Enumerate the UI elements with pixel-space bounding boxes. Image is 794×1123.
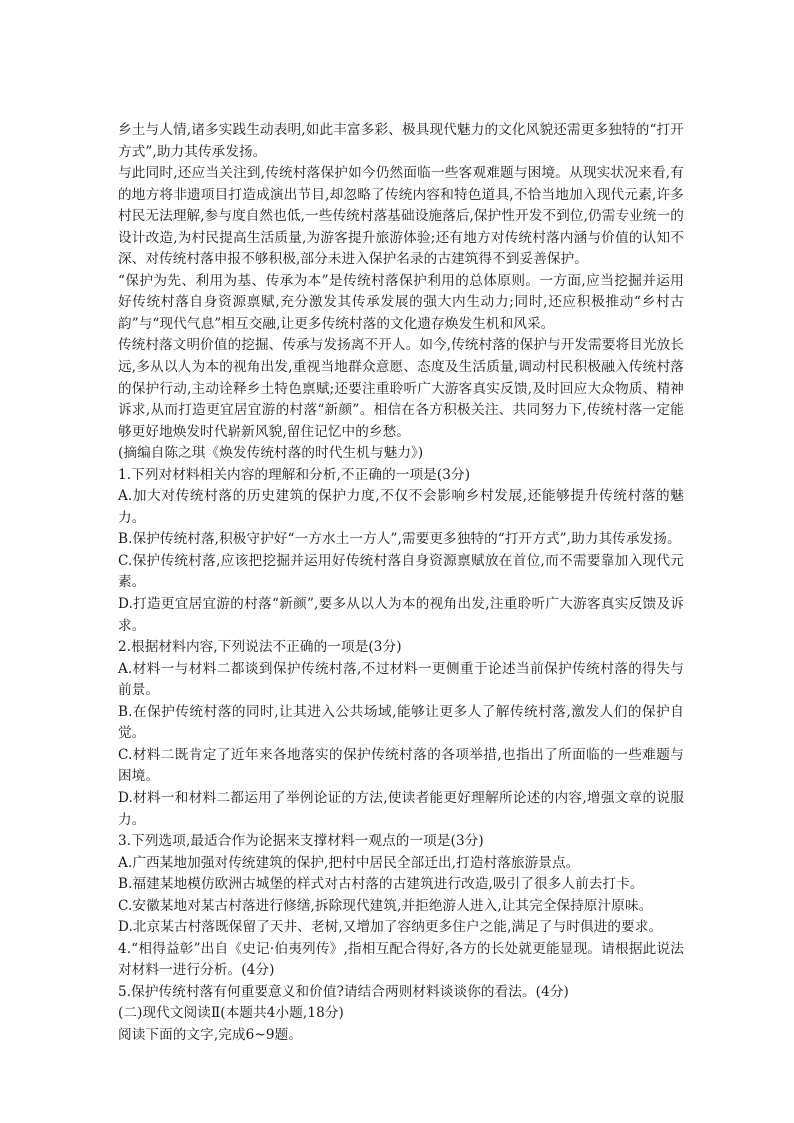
text-paragraph: 传统村落文明价值的挖掘、传承与发扬离不开人。如今,传统村落的保护与开发需要将目光放长远,多从以人为本的视角出发,重视当地群众意愿、态度及生活质量,调动村民积极融入传统村落的保护行动,主动诠释乡土特色禀赋;还要注重聆听广大游客真实反馈,及时回应大众物质、精神诉求,从而打造更宜居宜游的村落“新颜”。相信在各方积极关注、共同努力下,传统村落一定能够更好地焕发时代崭新风貌,留住记忆中的乡愁。 [118,337,684,440]
text-paragraph: 与此同时,还应当关注到,传统村落保护如今仍然面临一些客观难题与困境。从现实状况来看,有的地方将非遗项目打造成演出节目,却忽略了传统内容和特色道具,不恰当地加入现代元素,许多村民无法理解,参与度自然也低,一些传统村落基础设施落后,保护性开发不到位,仍需专业统一的设计改造,为村民提高生活质量,为游客提升旅游体验;还有地方对传统村落内涵与价值的认知不深、对传统村落申报不够积极,部分未进入保护名录的古建筑得不到妥善保护。 [118,165,684,268]
question-2-option-c: C.材料二既肯定了近年来各地落实的保护传统村落的各项举措,也指出了所面临的一些难题与困境。 [118,746,684,785]
question-1-option-c: C.保护传统村落,应该把挖掘并运用好传统村落自身资源禀赋放在首位,而不需要靠加入现代元素。 [118,552,684,591]
question-3: 3.下列选项,最适合作为论据来支撑材料一观点的一项是(3分) [118,833,484,850]
source-citation: (摘编自陈之琪《焕发传统村落的时代生机与魅力》) [118,445,424,462]
question-3-option-d: D.北京某古村落既保留了天井、老树,又增加了容纳更多住户之能,满足了与时俱进的要求。 [118,919,663,936]
text-paragraph: “保护为先、利用为基、传承为本”是传统村落保护利用的总体原则。一方面,应当挖掘并运用好传统村落自身资源禀赋,充分激发其传承发展的强大内生动力;同时,还应积极推动“乡村古韵”与“现代气息”相互交融,让更多传统村落的文化遗存焕发生机和风采。 [118,272,684,332]
text-paragraph: 乡土与人情,诸多实践生动表明,如此丰富多彩、极具现代魅力的文化风貌还需更多独特的“打开方式”,助力其传承发扬。 [118,122,684,160]
reading-instruction: 阅读下面的文字,完成6~9题。 [118,1026,303,1043]
question-1-option-a: A.加大对传统村落的历史建筑的保护力度,不仅不会影响乡村发展,还能够提升传统村落的魅力。 [118,488,684,526]
question-3-option-c: C.安徽某地对某古村落进行修缮,拆除现代建筑,并拒绝游人进入,让其完全保持原汁原味。 [118,897,653,914]
question-2: 2.根据材料内容,下列说法不正确的一项是(3分) [118,639,402,656]
question-2-option-a: A.材料一与材料二都谈到保护传统村落,不过材料一更侧重于论述当前保护传统村落的得失与前景。 [118,660,684,699]
question-3-option-a: A.广西某地加强对传统建筑的保护,把村中居民全部迁出,打造村落旅游景点。 [118,854,580,871]
question-5: 5.保护传统村落有何重要意义和价值?请结合两则材料谈谈你的看法。(4分) [118,983,569,1000]
question-2-option-d: D.材料一和材料二都运用了举例论证的方法,使读者能更好理解所论述的内容,增强文章的说服力。 [118,789,684,828]
question-2-option-b: B.在保护传统村落的同时,让其进入公共场域,能够让更多人了解传统村落,激发人们的保护自觉。 [118,703,684,742]
exam-page [118,120,684,1047]
question-1: 1.下列对材料相关内容的理解和分析,不正确的一项是(3分) [118,466,471,483]
question-1-option-b: B.保护传统村落,积极守护好“一方水土一方人”,需要更多独特的“打开方式”,助力其传承发扬。 [118,531,681,548]
section-heading: (二)现代文阅读Ⅱ(本题共4小题,18分) [118,1005,344,1022]
question-3-option-b: B.福建某地模仿欧洲古城堡的样式对古村落的古建筑进行改造,吸引了很多人前去打卡。 [118,876,644,893]
question-1-option-d: D.打造更宜居宜游的村落“新颜”,要多从以人为本的视角出发,注重聆听广大游客真实反馈及诉求。 [118,596,684,634]
question-4: 4.“相得益彰”出自《史记·伯夷列传》,指相互配合得好,各方的长处就更能显现。请根据此说法对材料一进行分析。(4分) [118,940,684,979]
